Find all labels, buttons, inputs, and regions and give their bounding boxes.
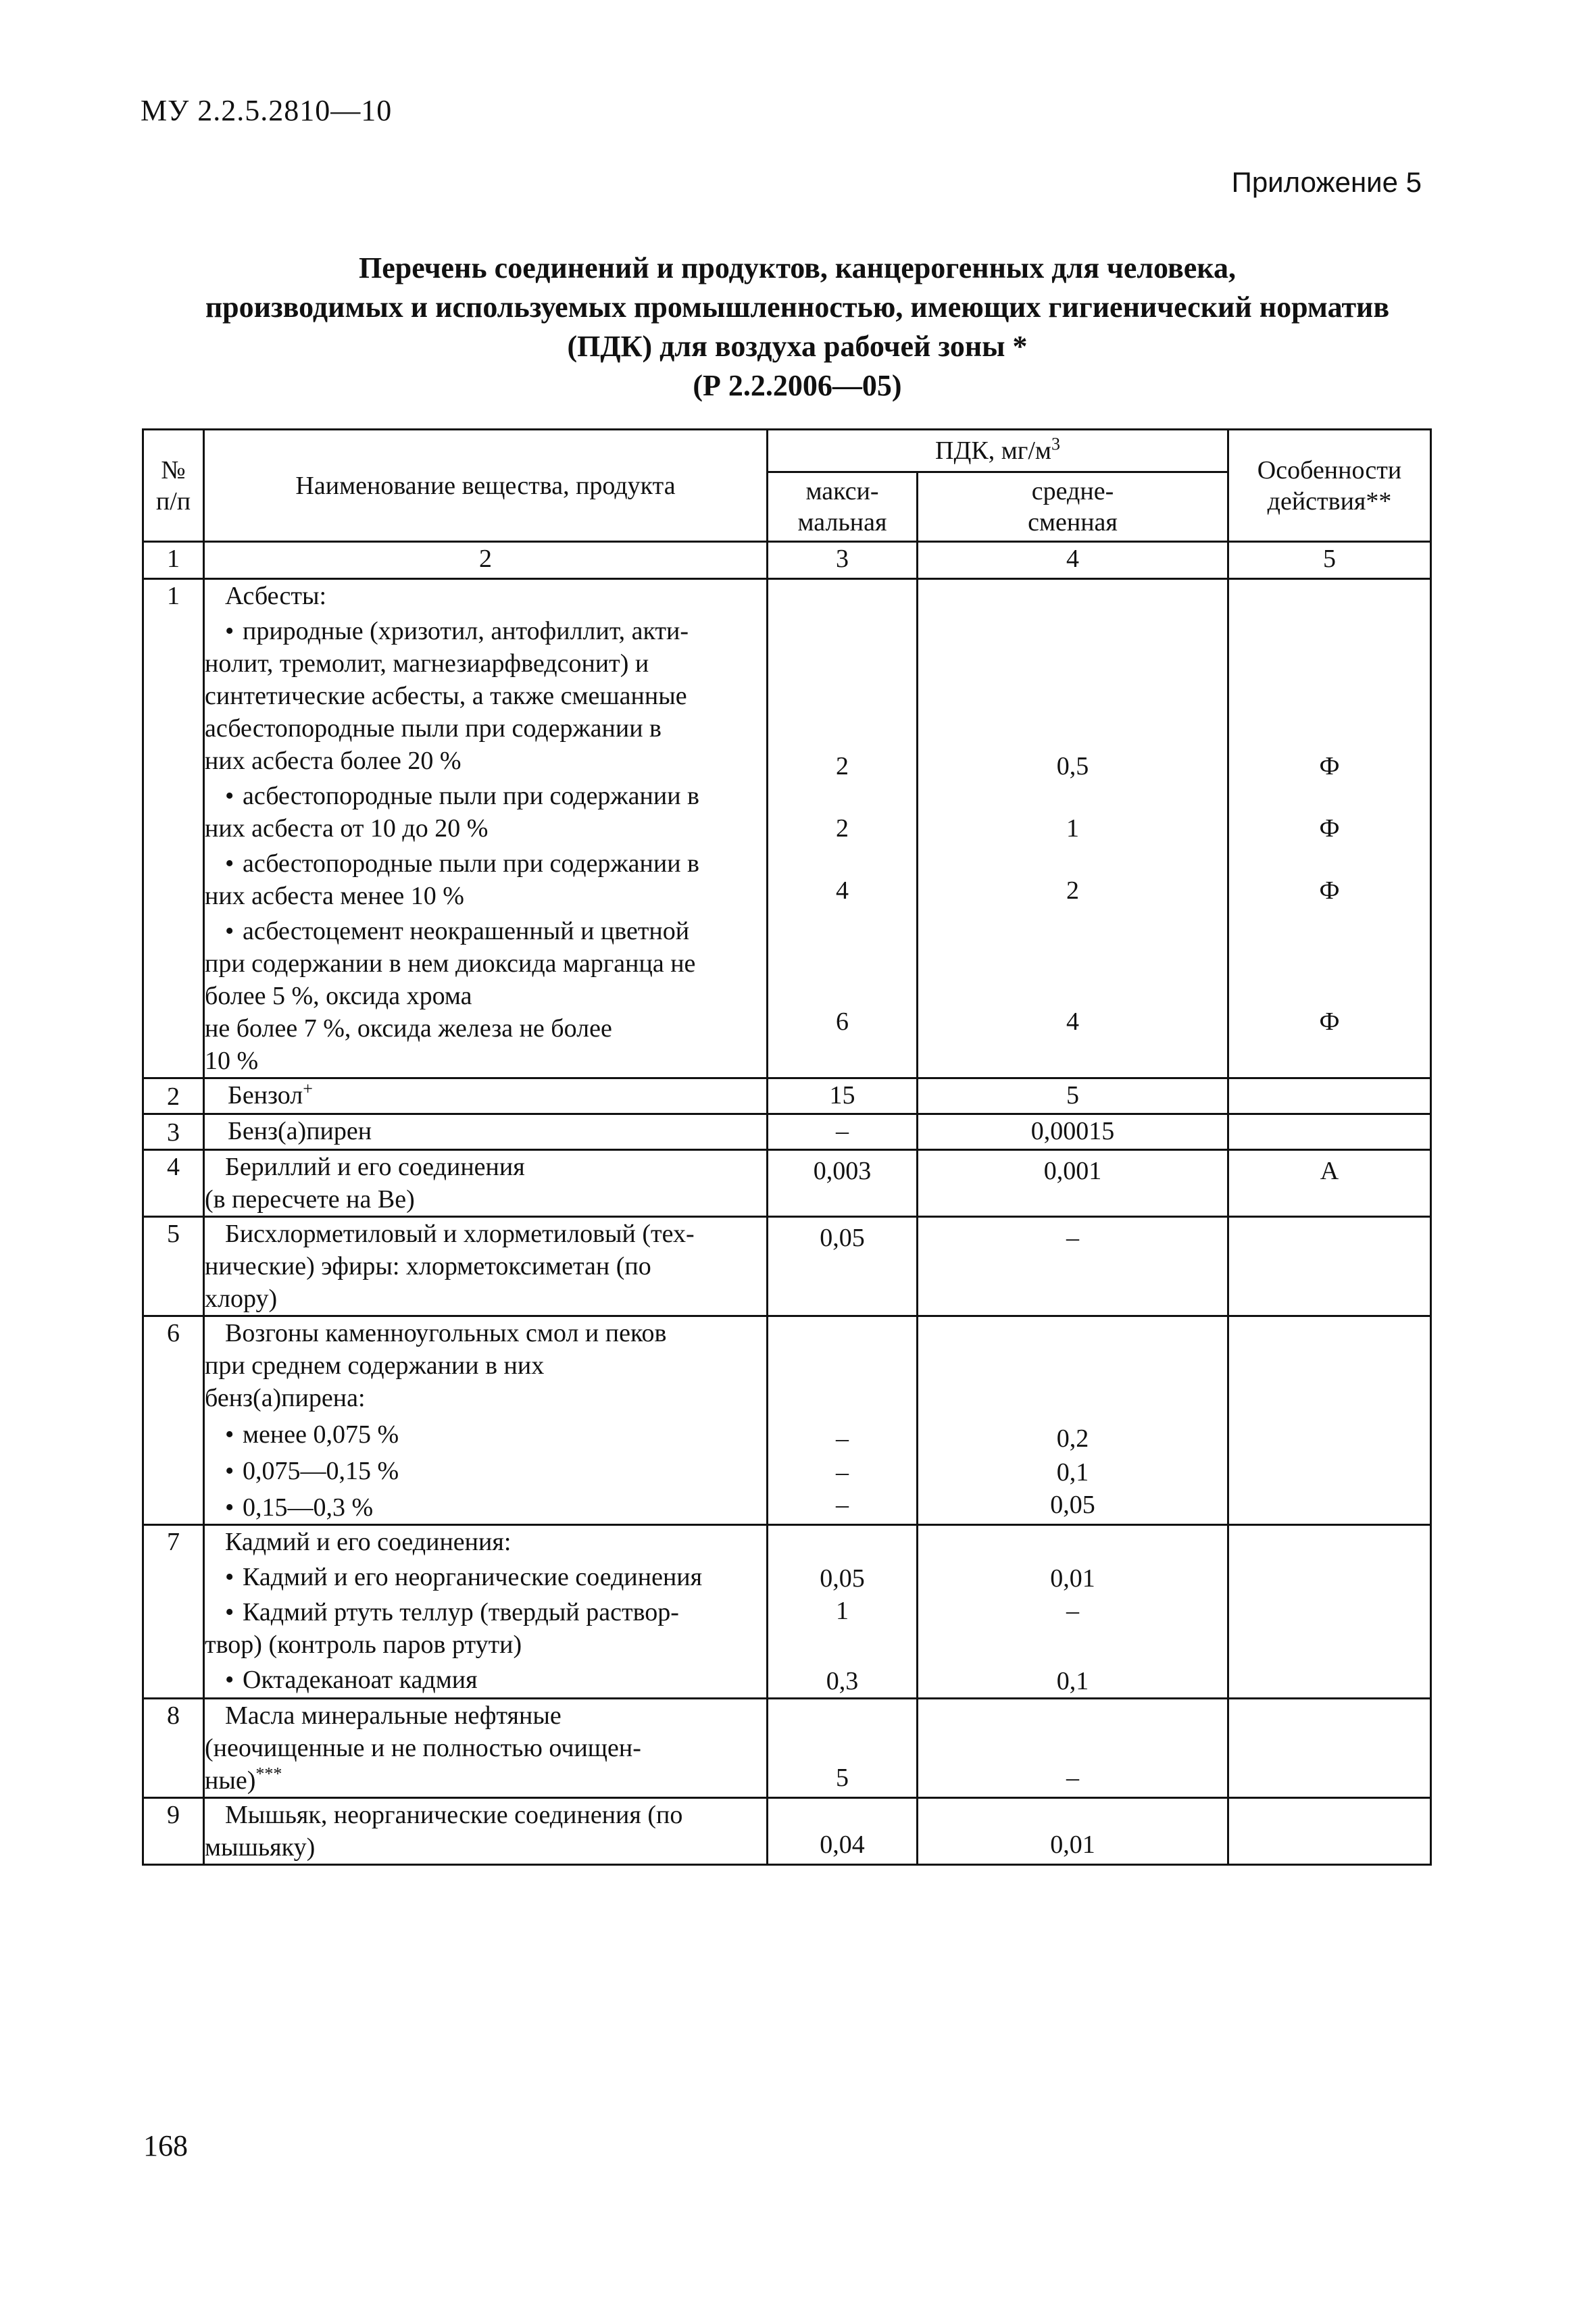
feature-value <box>1228 1078 1431 1114</box>
table-row <box>143 1114 1431 1150</box>
value: 0,3 <box>826 1667 859 1695</box>
avg-value: – <box>918 1217 1228 1316</box>
col-header-pdk <box>768 430 1228 472</box>
sub-item: • асбестоцемент неокрашенный и цветной при содержании в нем диоксида марганца не более 5 %, оксида хрома не более 7 %, оксида железа не более 10 % <box>205 915 766 1077</box>
table-row <box>143 1150 1431 1217</box>
row-number: 3 <box>143 1114 204 1150</box>
avg-value: – <box>918 1699 1228 1798</box>
value: 0,1 <box>1056 1667 1089 1695</box>
page-number: 168 <box>143 2129 188 2162</box>
row-number: 9 <box>143 1798 204 1865</box>
max-value: – <box>768 1114 918 1150</box>
value: Ф <box>1319 876 1340 905</box>
row-name <box>204 1316 768 1525</box>
max-values <box>768 1525 918 1699</box>
row-name <box>204 1525 768 1699</box>
carcinogen-table <box>142 428 1432 1866</box>
col-header-max: макси- мальная <box>768 472 918 542</box>
max-value: 0,003 <box>768 1150 918 1217</box>
max-value: 5 <box>768 1699 918 1798</box>
row-number: 8 <box>143 1699 204 1798</box>
value: – <box>1066 1597 1079 1625</box>
sub-item: • менее 0,075 % <box>205 1418 766 1451</box>
value: 0,1 <box>1056 1458 1089 1487</box>
value: 4 <box>836 876 849 905</box>
value: – <box>836 1424 849 1453</box>
sub-item: • асбестопородные пыли при содержании в них асбеста менее 10 % <box>205 847 766 912</box>
avg-value: 0,00015 <box>918 1114 1228 1150</box>
value: 1 <box>1066 814 1079 843</box>
value: – <box>836 1458 849 1487</box>
feature-value: А <box>1228 1150 1431 1217</box>
sub-item: • Октадеканоат кадмия <box>205 1664 766 1696</box>
row-name <box>204 579 768 1078</box>
avg-values <box>918 1316 1228 1525</box>
avg-value: 0,01 <box>918 1798 1228 1865</box>
feature-value <box>1228 1114 1431 1150</box>
row-number: 4 <box>143 1150 204 1217</box>
appendix-label: Приложение 5 <box>1231 166 1422 198</box>
title-line: (Р 2.2.2006—05) <box>693 369 902 402</box>
col-header-avg: средне- сменная <box>918 472 1228 542</box>
value: Ф <box>1319 1007 1340 1036</box>
feature-value <box>1228 1798 1431 1865</box>
feature-values <box>1228 1525 1431 1699</box>
pdk-label: ПДК, мг/м <box>935 437 1051 465</box>
row-number: 1 <box>143 579 204 1078</box>
value: 2 <box>836 752 849 780</box>
col-header-num: № п/п <box>143 430 204 542</box>
feature-value <box>1228 1217 1431 1316</box>
value: 1 <box>836 1597 849 1625</box>
max-values <box>768 579 918 1078</box>
title-line: производимых и используемых промышленностью, имеющих гигиенический норматив <box>205 291 1390 324</box>
sub-item: • асбестопородные пыли при содержании в них асбеста от 10 до 20 % <box>205 780 766 845</box>
sub-item: • природные (хризотил, антофиллит, акти- нолит, тремолит, магнезиарфведсонит) и синтетические асбесты, а также смешанные асбестопородные пыли при содержании в них асбеста более 20 % <box>205 615 766 777</box>
value: 0,2 <box>1056 1424 1089 1453</box>
row-name: Бенз(а)пирен <box>204 1114 768 1150</box>
sub-item: • Кадмий ртуть теллур (твердый раствор- твор) (контроль паров ртути) <box>205 1596 766 1661</box>
value: 6 <box>836 1007 849 1036</box>
avg-value: 0,001 <box>918 1150 1228 1217</box>
feature-value <box>1228 1699 1431 1798</box>
feature-values <box>1228 579 1431 1078</box>
value: Ф <box>1319 814 1340 843</box>
avg-values <box>918 579 1228 1078</box>
col-header-features: Особенности действия** <box>1228 430 1431 542</box>
value: Ф <box>1319 752 1340 780</box>
pdk-unit-sup: 3 <box>1051 434 1060 454</box>
sub-item: • Кадмий и его неорганические соединения <box>205 1561 766 1593</box>
sub-item: • 0,15—0,3 % <box>205 1491 766 1524</box>
value: 4 <box>1066 1007 1079 1036</box>
title-line: Перечень соединений и продуктов, канцерогенных для человека, <box>359 251 1236 284</box>
value: – <box>836 1491 849 1519</box>
row-name: Бериллий и его соединения (в пересчете на Be) <box>204 1150 768 1217</box>
max-value: 15 <box>768 1078 918 1114</box>
row-number: 5 <box>143 1217 204 1316</box>
col-number: 1 <box>143 542 204 579</box>
table-row <box>143 1078 1431 1114</box>
row-name: Бисхлорметиловый и хлорметиловый (тех- нические) эфиры: хлорметоксиметан (по хлору) <box>204 1217 768 1316</box>
feature-values <box>1228 1316 1431 1525</box>
max-values <box>768 1316 918 1525</box>
table-row <box>143 1217 1431 1316</box>
col-number: 3 <box>768 542 918 579</box>
avg-values <box>918 1525 1228 1699</box>
title-line: (ПДК) для воздуха рабочей зоны * <box>567 330 1028 363</box>
value: 2 <box>836 814 849 843</box>
value: 0,05 <box>820 1564 865 1593</box>
row-name: Бензол+ <box>204 1078 768 1114</box>
name-sup: *** <box>255 1764 282 1784</box>
row-name: Масла минеральные нефтяные (неочищенные и не полностью очищен- ные)*** <box>204 1699 768 1798</box>
value: 0,5 <box>1056 752 1089 780</box>
table-row <box>143 1316 1431 1525</box>
avg-value: 5 <box>918 1078 1228 1114</box>
value: 2 <box>1066 876 1079 905</box>
name-sup: + <box>303 1078 313 1099</box>
group-title: Кадмий и его соединения: <box>225 1528 512 1556</box>
table-row <box>143 579 1431 1078</box>
row-name: Мышьяк, неорганические соединения (по мышьяку) <box>204 1798 768 1865</box>
table-row <box>143 1525 1431 1699</box>
group-title: Возгоны каменноугольных смол и пеков при среднем содержании в них бенз(а)пирена: <box>205 1319 667 1412</box>
table-row <box>143 1798 1431 1865</box>
col-number: 2 <box>204 542 768 579</box>
value: 0,05 <box>1050 1491 1095 1519</box>
value: 0,01 <box>1050 1564 1095 1593</box>
page-title <box>135 249 1460 405</box>
sub-item: • 0,075—0,15 % <box>205 1455 766 1487</box>
row-number: 7 <box>143 1525 204 1699</box>
col-header-name: Наименование вещества, продукта <box>204 430 768 542</box>
document-code: МУ 2.2.5.2810—10 <box>141 94 393 127</box>
table-row <box>143 1699 1431 1798</box>
col-number: 4 <box>918 542 1228 579</box>
group-title: Асбесты: <box>225 582 327 610</box>
max-value: 0,05 <box>768 1217 918 1316</box>
col-number: 5 <box>1228 542 1431 579</box>
row-number: 6 <box>143 1316 204 1525</box>
max-value: 0,04 <box>768 1798 918 1865</box>
row-number: 2 <box>143 1078 204 1114</box>
